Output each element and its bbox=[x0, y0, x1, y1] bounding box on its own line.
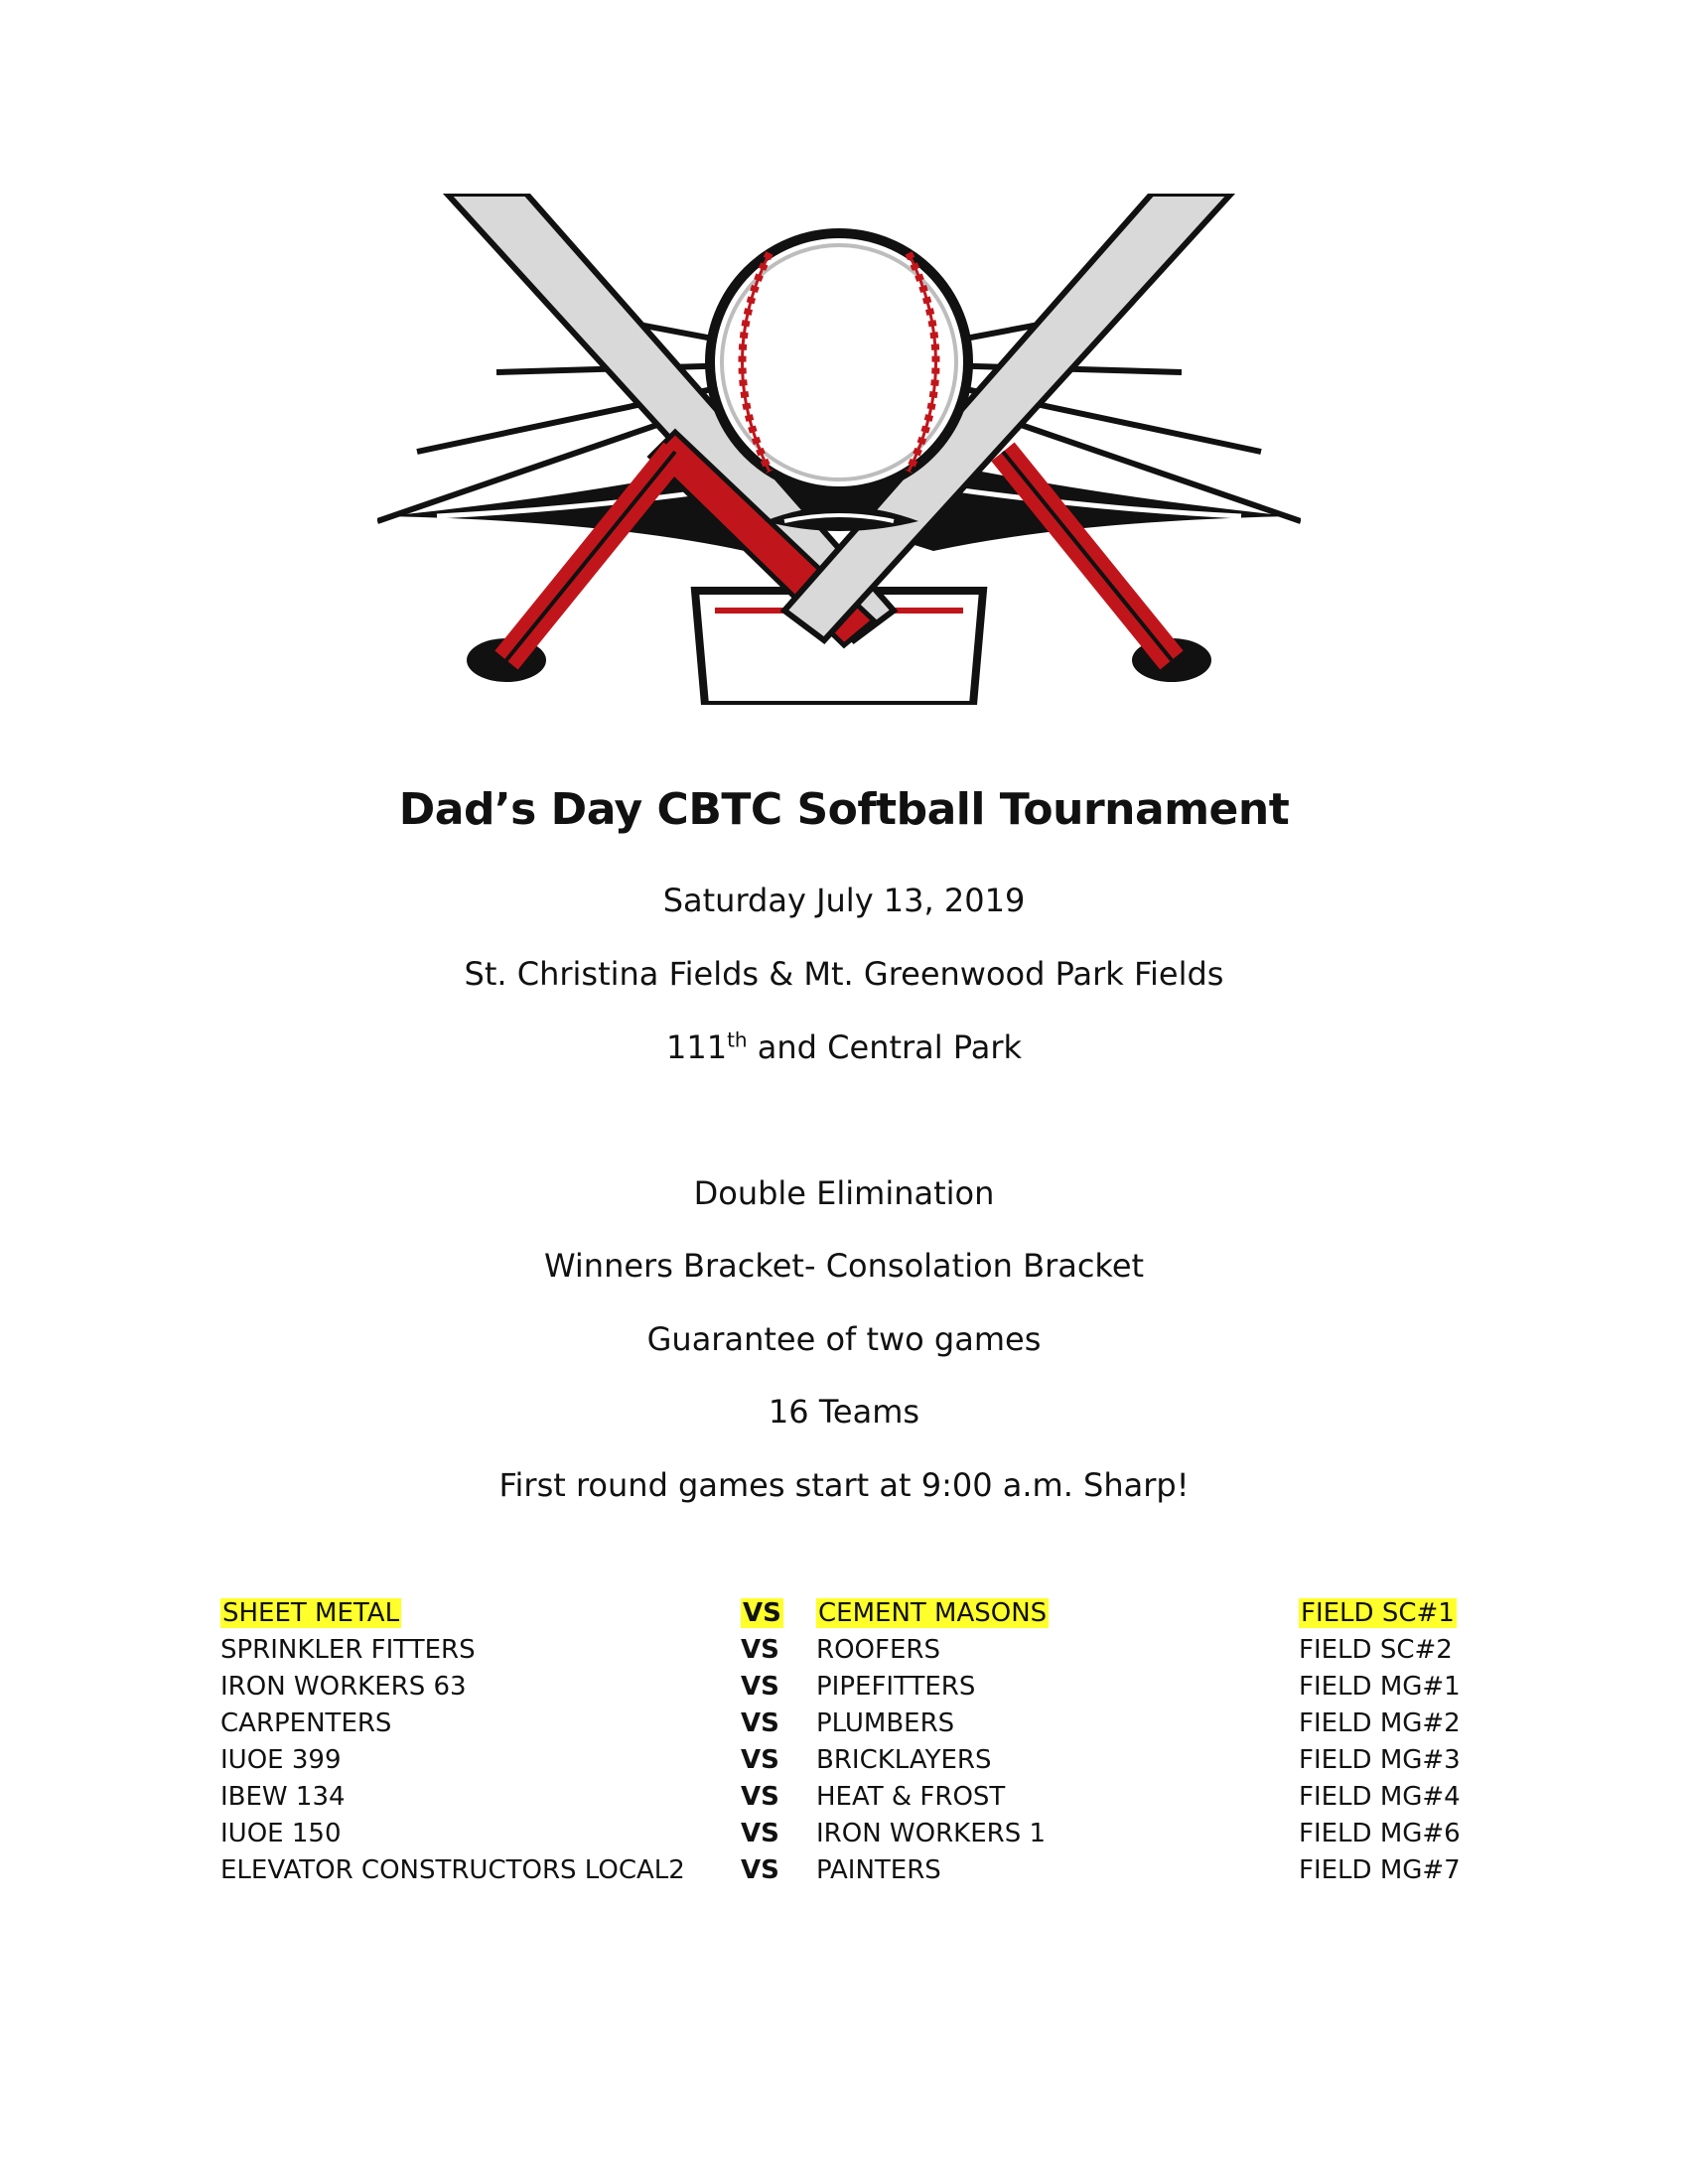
crossed-bats-baseball-logo bbox=[377, 194, 1301, 705]
home-team: IUOE 150 bbox=[220, 1819, 342, 1848]
address-rest: and Central Park bbox=[747, 1028, 1022, 1066]
versus-label: VS bbox=[741, 1819, 779, 1848]
home-team: CARPENTERS bbox=[220, 1708, 392, 1738]
field-assignment: FIELD MG#4 bbox=[1299, 1782, 1461, 1812]
tournament-title: Dad’s Day CBTC Softball Tournament bbox=[398, 784, 1290, 835]
matchup-row bbox=[0, 1708, 1688, 1745]
home-team: SHEET METAL bbox=[222, 1598, 400, 1628]
away-team: CEMENT MASONS bbox=[818, 1598, 1048, 1628]
event-date: Saturday July 13, 2019 bbox=[662, 882, 1026, 919]
format-elimination: Double Elimination bbox=[693, 1174, 995, 1212]
home-team: IUOE 399 bbox=[220, 1745, 342, 1775]
versus-label: VS bbox=[741, 1672, 779, 1702]
address-suffix: th bbox=[727, 1027, 748, 1052]
format-brackets: Winners Bracket- Consolation Bracket bbox=[543, 1247, 1145, 1285]
versus-label: VS bbox=[741, 1855, 779, 1885]
versus-label: VS bbox=[741, 1708, 779, 1738]
matchup-row bbox=[0, 1819, 1688, 1855]
field-assignment: FIELD MG#1 bbox=[1299, 1672, 1461, 1702]
field-assignment: FIELD MG#6 bbox=[1299, 1819, 1461, 1848]
format-guarantee: Guarantee of two games bbox=[646, 1320, 1042, 1358]
away-team: ROOFERS bbox=[816, 1635, 940, 1665]
away-team: HEAT & FROST bbox=[816, 1782, 1006, 1812]
matchup-row bbox=[0, 1672, 1688, 1708]
home-team: ELEVATOR CONSTRUCTORS LOCAL2 bbox=[220, 1855, 685, 1885]
matchup-row bbox=[0, 1855, 1688, 1892]
versus-label: VS bbox=[741, 1745, 779, 1775]
event-venue: St. Christina Fields & Mt. Greenwood Park Fields bbox=[464, 955, 1224, 993]
away-team: IRON WORKERS 1 bbox=[816, 1819, 1047, 1848]
field-assignment: FIELD SC#1 bbox=[1301, 1598, 1455, 1628]
home-team: IBEW 134 bbox=[220, 1782, 346, 1812]
matchup-row bbox=[0, 1782, 1688, 1819]
field-assignment: FIELD MG#2 bbox=[1299, 1708, 1461, 1738]
away-team: PIPEFITTERS bbox=[816, 1672, 976, 1702]
matchup-row bbox=[0, 1598, 1688, 1635]
format-start-time: First round games start at 9:00 a.m. Sharp! bbox=[498, 1466, 1190, 1504]
event-address bbox=[0, 1028, 1688, 1066]
address-number: 111 bbox=[666, 1028, 728, 1066]
away-team: PAINTERS bbox=[816, 1855, 941, 1885]
format-teams: 16 Teams bbox=[768, 1393, 920, 1431]
versus-label: VS bbox=[743, 1598, 781, 1628]
away-team: BRICKLAYERS bbox=[816, 1745, 992, 1775]
away-team: PLUMBERS bbox=[816, 1708, 955, 1738]
matchup-row bbox=[0, 1635, 1688, 1672]
field-assignment: FIELD SC#2 bbox=[1299, 1635, 1453, 1665]
versus-label: VS bbox=[741, 1635, 779, 1665]
home-team: IRON WORKERS 63 bbox=[220, 1672, 467, 1702]
field-assignment: FIELD MG#3 bbox=[1299, 1745, 1461, 1775]
matchup-row bbox=[0, 1745, 1688, 1782]
versus-label: VS bbox=[741, 1782, 779, 1812]
home-team: SPRINKLER FITTERS bbox=[220, 1635, 476, 1665]
field-assignment: FIELD MG#7 bbox=[1299, 1855, 1461, 1885]
